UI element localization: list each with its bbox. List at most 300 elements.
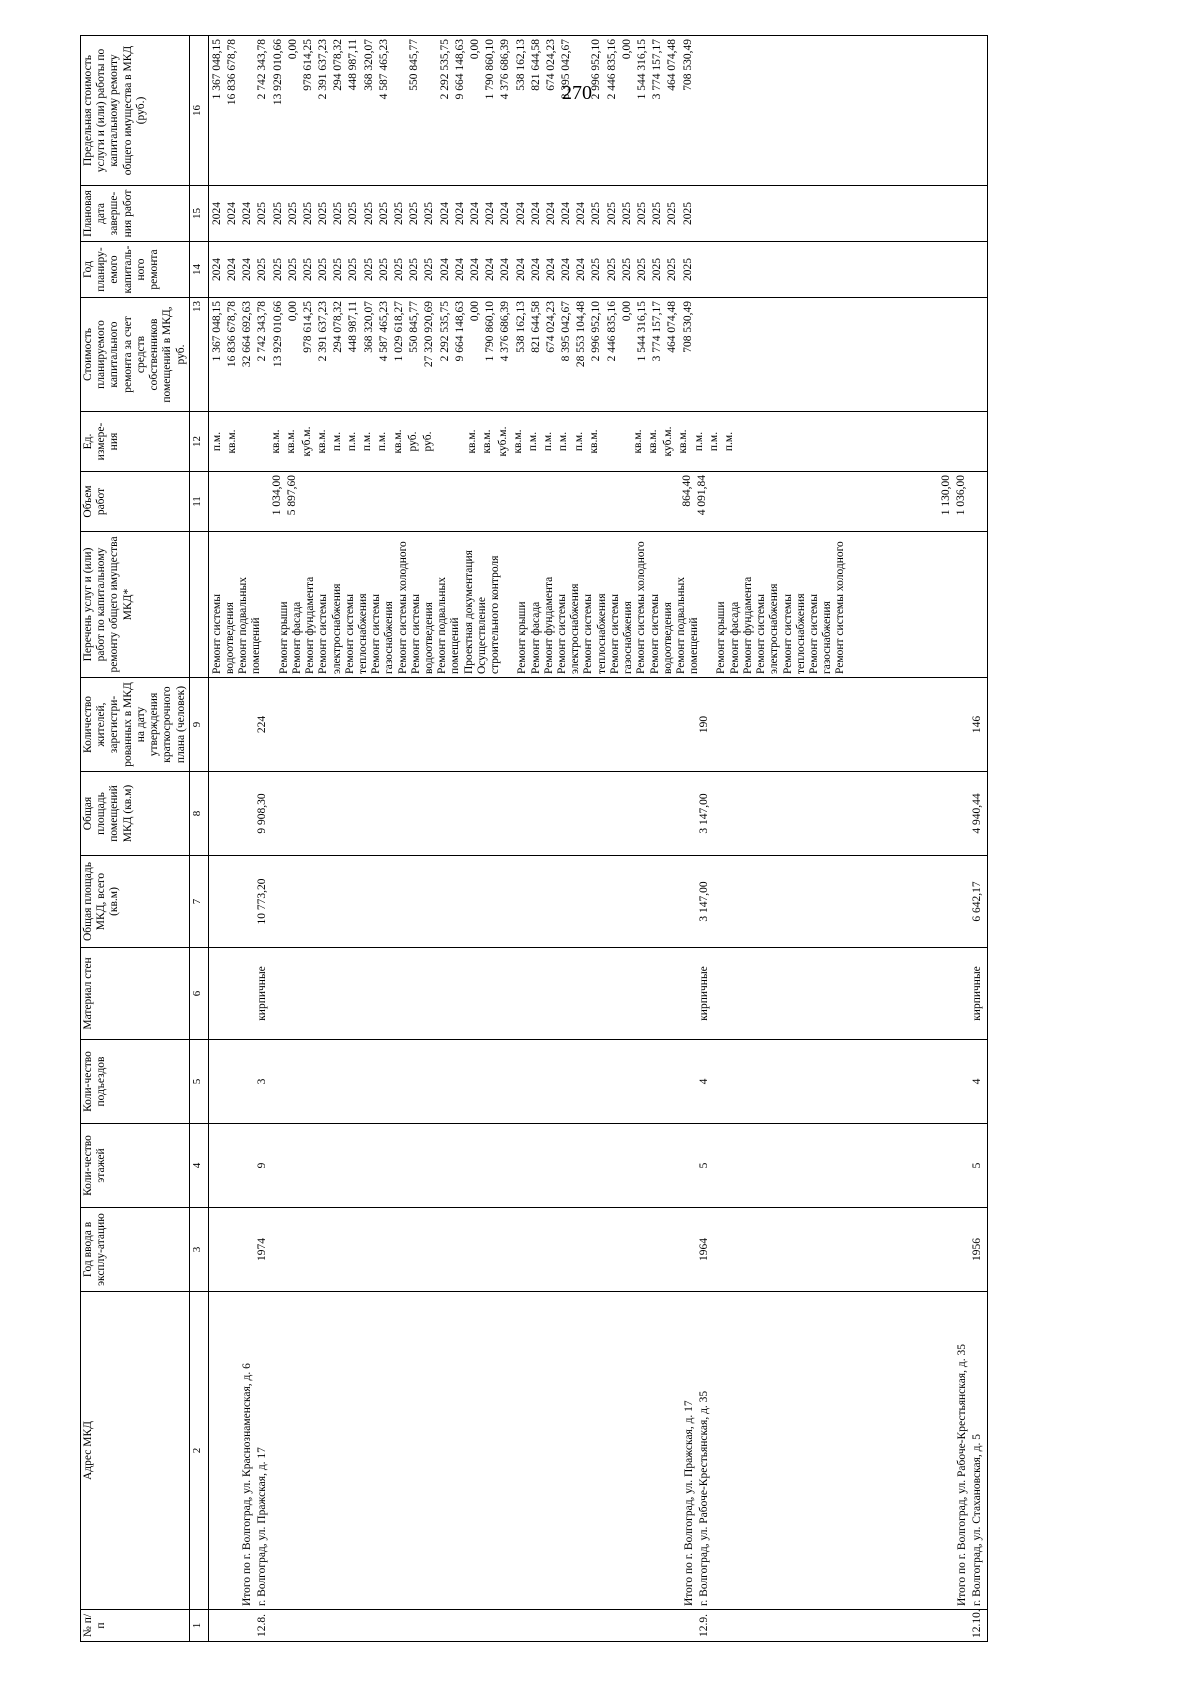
area-total-cell [208,856,988,948]
list-item: п.м. [361,431,374,452]
address: г. Волгоград, ул. Пражская, д. 17 [256,1447,269,1606]
column-number: 14 [189,242,208,298]
list-item: Ремонт подвальных помещений [237,577,263,674]
list-item: Ремонт крыши [277,601,290,674]
floors: 5 [697,1162,710,1169]
wall-material: кирпичные [256,966,269,1021]
costs-d [590,301,696,408]
list-item: 2025 [651,258,664,281]
list-item: 0,00 [468,301,481,322]
header-cell: Количество жителей, зарегистри-рованных в МКД на дату утверждения краткосрочного плана (человек) [81,678,190,772]
address-cell [208,1292,988,1610]
list-item: 550 845,77 [408,39,421,91]
row-number: 12.8. [256,1614,269,1637]
column-number: 13 [189,298,208,412]
list-item: куб.м. [496,426,509,457]
row-number: 12.9. [697,1614,710,1637]
list-item: 2024 [514,258,527,281]
list-item: 2025 [332,258,345,281]
list-item: 3 774 157,17 [651,301,664,362]
list-item: 2025 [636,202,648,225]
list-item: Ремонт системы холодного [834,541,847,674]
list-item: Ремонт системы газоснабжения [807,594,834,674]
list-item: Ремонт подвальных помещений [674,577,701,674]
costs-c [439,301,576,408]
list-item: 2025 [271,202,284,225]
list-item: 2024 [499,258,512,281]
list-item: Ремонт системы теплоснабжения [343,593,369,674]
cost-cell [208,298,988,412]
list-item: 2025 [636,258,648,281]
list-item: Ремонт фундамента [542,576,555,674]
list-item: 2024 [484,202,497,225]
list-item: 294 078,32 [332,39,345,91]
header-cell: Общая площадь МКД, всего (кв.м) [81,856,190,948]
list-item: Ремонт фасада [728,601,741,674]
list-item: Ремонт системы водоотведения [210,594,236,674]
list-item: 2025 [666,202,679,225]
list-item: 464 074,48 [666,39,679,91]
list-item: 2025 [590,258,603,281]
works-cell [208,532,988,678]
total-year: 2024 [575,258,588,281]
column-number-row [189,36,208,1642]
volume-cell [208,472,988,532]
area-total: 3 147,00 [697,881,710,922]
residents-cell [208,678,988,772]
list-item: 2024 [529,258,542,281]
list-item: 3 774 157,17 [651,39,664,100]
list-item: 2025 [347,202,360,225]
works-list-d [715,535,847,674]
list-item: 2024 [438,258,451,281]
list-item: Ремонт фасада [529,601,542,674]
list-item: 4 376 686,39 [499,301,512,362]
list-item: 16 836 678,78 [225,39,238,106]
list-item: п.м. [376,431,389,452]
list-item: куб.м. [300,426,313,457]
total-label: Итого по г. Волгоград, ул. Рабоче-Крестьянская, д. 35 [955,1344,968,1606]
list-item: п.м. [723,431,735,452]
column-number [189,532,208,678]
list-item: 1 036,00 [954,475,967,516]
works-list-b [278,535,503,674]
limits-c [439,39,576,182]
list-item: 16 836 678,78 [225,301,238,368]
list-item: 2025 [408,258,421,281]
years-a [211,245,241,294]
entrances: 3 [256,1078,269,1085]
list-item: 2024 [560,258,573,281]
list-item: 448 987,11 [347,39,360,91]
list-item: 464 074,48 [666,301,679,353]
list-item: 2 391 637,23 [317,301,330,362]
year-built: 1974 [256,1238,269,1261]
list-item: Ремонт крыши [715,601,728,674]
list-item: 2024 [544,258,557,281]
completion-date-cell [208,186,988,242]
total-cost: 27 320 920,69 [423,301,436,368]
list-item: 2024 [514,202,527,225]
list-item: п.м. [542,431,555,452]
wall-material: кирпичные [970,966,983,1021]
works-list-a [211,535,264,674]
list-item: 294 078,32 [332,301,345,353]
list-item: п.м. [526,431,539,452]
list-item: 2025 [317,202,330,225]
list-item: п.м. [346,431,359,452]
list-item: п.м. [210,431,223,452]
column-number: 1 [189,1610,208,1642]
column-number: 5 [189,1040,208,1124]
list-item: 2 391 637,23 [317,39,330,100]
list-item: 448 987,11 [347,301,360,353]
header-cell: Адрес МКД [81,1292,190,1610]
list-item: Ремонт подвальных помещений [436,577,462,674]
list-item: 2 446 835,16 [605,39,618,100]
header-row [81,36,190,1642]
list-item: 2025 [681,202,694,225]
list-item: руб. [422,431,434,452]
list-item: 2 996 952,10 [590,301,603,362]
list-item: 708 530,49 [681,301,694,353]
list-item: 2025 [681,258,694,281]
list-item: 13 929 010,66 [271,301,284,368]
dates-d [590,189,696,238]
list-item: 978 614,25 [301,301,314,353]
limits-d [590,39,696,182]
list-item: Ремонт системы холодного [635,541,648,674]
units-d [632,415,738,468]
list-item: 1 790 860,10 [484,39,497,100]
list-item: 2025 [256,202,269,225]
header-cell: Год ввода в эксплу-атацию [81,1208,190,1292]
wall-material: кирпичные [697,966,710,1021]
list-item: 2025 [605,258,618,281]
list-item: Ремонт системы газоснабжения [370,594,396,674]
address: г. Волгоград, ул. Рабоче-Крестьянская, д. 35 [697,1390,710,1606]
units-a [211,415,241,468]
list-item: Ремонт системы теплоснабжения [781,593,807,674]
list-item: 13 929 010,66 [271,39,284,106]
list-item: 0,00 [286,301,299,322]
list-item: 4 376 686,39 [499,39,512,100]
area-rooms: 3 147,00 [697,793,710,834]
header-cell: Коли-чество подъездов [81,1040,190,1124]
residents: 190 [697,715,710,734]
entrances-cell [208,1040,988,1124]
list-item: 2025 [286,258,299,281]
list-item: 2024 [529,202,542,225]
header-cell: Общая площадь помещений МКД (кв.м) [81,772,190,856]
area-rooms: 4 940,44 [970,793,983,834]
list-item: Ремонт крыши [516,601,529,674]
header-cell: Ед. измере-ния [81,412,190,472]
list-item: 2024 [484,258,497,281]
list-item: Ремонт фасада [290,601,303,674]
total-label: Итого по г. Волгоград, ул. Пражская, д. 17 [682,1400,695,1606]
volumes-c [681,475,711,528]
column-number: 9 [189,678,208,772]
list-item: 2025 [256,258,269,281]
list-item: 4 587 465,23 [377,301,390,362]
list-item: руб. [406,431,419,452]
list-item: 2025 [651,202,664,225]
list-item: 368 320,07 [362,301,375,353]
total-year: 2024 [241,258,254,281]
area-total: 6 642,17 [970,881,983,922]
list-item: 2025 [301,258,314,281]
list-item: Ремонт фундамента [304,576,317,674]
page-number: 270 [562,82,592,104]
units-c [466,415,603,468]
header-cell: Предельная стоимость услуги и (или) работы по капитальному ремонту общего имущества в МКД (руб.) [81,36,190,186]
list-item: 2024 [438,202,451,225]
years-b [256,245,423,294]
unit-cell [208,412,988,472]
list-item: 368 320,07 [362,39,375,91]
list-item: 821 644,58 [529,301,542,353]
total-year: 2025 [423,258,436,281]
list-item: Ремонт системы электроснабжения [755,583,781,674]
list-item: 2025 [286,202,299,225]
list-item: 0,00 [468,39,481,60]
list-item: 0,00 [620,39,633,60]
entrances: 4 [970,1078,983,1085]
list-item [393,39,408,182]
list-item: п.м. [707,431,720,452]
list-item: 1 790 860,10 [484,301,497,362]
column-number: 12 [189,412,208,472]
list-item: 1 034,00 [270,475,283,516]
total-label: Итого по г. Волгоград, ул. Краснознаменская, д. 6 [241,1363,254,1606]
header-cell: Коли-чество этажей [81,1124,190,1208]
total-date: 2025 [423,202,436,225]
table-body-row [208,36,988,1642]
list-item: 1 130,00 [939,475,952,516]
dates-b [256,189,423,238]
list-item: 1 367 048,15 [210,39,223,100]
floors-cell [208,1124,988,1208]
header-cell: Стоимость планируемого капитального ремонта за счет средств собственников помещений в МКД, руб. [81,298,190,412]
limits-a [211,39,241,182]
column-number: 7 [189,856,208,948]
list-item: 2025 [620,202,633,225]
list-item: 1 544 316,15 [636,301,648,362]
column-number: 16 [189,36,208,186]
list-item: Ремонт системы теплоснабжения [582,593,608,674]
list-item: Ремонт системы водоотведения [648,594,674,674]
list-item: кв.м. [270,429,283,454]
list-item: кв.м. [631,429,644,454]
column-number: 3 [189,1208,208,1292]
list-item: 9 664 148,63 [453,301,466,362]
list-item: п.м. [572,431,585,452]
list-item: Ремонт системы газоснабжения [608,594,635,674]
list-item: кв.м. [647,429,660,454]
header-cell: Перечень услуг и (или) работ по капитальному ремонту общего имущества МКД* [81,532,190,678]
list-item: 538 162,13 [514,39,527,91]
list-item: 8 395 042,67 [560,301,573,362]
area-total: 10 773,20 [256,878,269,925]
list-item: 2025 [362,258,375,281]
list-item: 8 395 042,67 [560,39,573,100]
list-item: 4 091,84 [696,475,709,516]
list-item: Ремонт системы электроснабжения [556,583,582,674]
list-item: 2 996 952,10 [590,39,603,100]
list-item: 2024 [453,258,466,281]
list-item: кв.м. [511,429,524,454]
list-item: 2025 [362,202,375,225]
total-cost: 32 664 692,63 [241,301,254,368]
dates-a [211,189,241,238]
year-built: 1964 [697,1238,710,1261]
list-item: 5 897,60 [285,475,298,516]
residents: 146 [970,715,983,734]
list-item: 2 292 535,75 [438,301,451,362]
year-built: 1956 [970,1238,983,1261]
list-item: 2 742 343,78 [256,301,269,362]
list-item: 2025 [301,202,314,225]
list-item: куб.м. [662,426,675,457]
list-item: 550 845,77 [408,301,421,353]
column-number: 4 [189,1124,208,1208]
list-item: кв.м. [677,429,690,454]
header-cell: Материал стен [81,948,190,1040]
floors: 5 [970,1162,983,1169]
dates-c [439,189,576,238]
list-item: 1 367 048,15 [210,301,223,362]
list-item: 538 162,13 [514,301,527,353]
floors: 9 [256,1162,269,1169]
list-item: 2024 [468,202,481,225]
volumes-b [271,475,301,528]
list-item: 2024 [468,258,481,281]
list-item: 2025 [271,258,284,281]
list-item: Ремонт системы электроснабжения [317,583,343,674]
list-item: 1 544 316,15 [636,39,648,100]
list-item: 1 029 618,27 [393,301,405,362]
list-item: 2025 [605,202,618,225]
years-c [439,245,576,294]
column-number: 11 [189,472,208,532]
list-item: кв.м. [285,429,298,454]
list-item: 821 644,58 [529,39,542,91]
column-number: 8 [189,772,208,856]
years-d [590,245,696,294]
list-item: 2024 [225,202,238,225]
list-item: 2024 [210,202,223,225]
list-item: 674 024,23 [544,301,557,353]
list-item: 2025 [393,258,405,281]
number-cell [208,1610,988,1642]
list-item: кв.м. [391,429,404,454]
list-item: 2024 [453,202,466,225]
column-number: 6 [189,948,208,1040]
list-item: 864,40 [681,475,694,507]
column-number: 2 [189,1292,208,1610]
list-item: 2024 [225,258,238,281]
area-rooms: 9 908,30 [256,793,269,834]
header-cell: № п/п [81,1610,190,1642]
total-date: 2024 [241,202,254,225]
total-date: 2024 [575,202,588,225]
row-number: 12.10. [970,1609,983,1638]
volumes-d [940,475,970,528]
list-item: 708 530,49 [681,39,694,91]
costs-b [256,301,423,408]
entrances: 4 [697,1078,710,1085]
list-item: 2025 [317,258,330,281]
header-cell: Год планиру-емого капиталь-ного ремонта [81,242,190,298]
list-item: 2025 [377,202,390,225]
list-item: Ремонт системы водоотведения [409,594,436,674]
list-item: п.м. [557,431,570,452]
list-item: 2024 [499,202,512,225]
units-b [270,415,437,468]
list-item: 978 614,25 [301,39,314,91]
list-item: 4 587 465,23 [377,39,390,100]
list-item: 674 024,23 [544,39,557,91]
list-item: Ремонт системы холодного [396,541,409,674]
wall-material-cell [208,948,988,1040]
limit-cost-cell [208,36,988,186]
list-item: 0,00 [286,39,299,60]
list-item: 2025 [347,258,360,281]
address: г. Волгоград, ул. Стахановская, д. 5 [971,1433,984,1606]
list-item: п.м. [330,431,343,452]
list-item: Ремонт фундамента [741,576,754,674]
list-item: кв.м. [481,429,494,454]
list-item: 2025 [377,258,390,281]
limits-b [256,39,423,182]
list-item: 2024 [210,258,223,281]
list-item: кв.м. [315,429,328,454]
list-item: п.м. [692,431,705,452]
year-built-cell [208,1208,988,1292]
list-item: Осуществление строительного контроля [475,555,502,674]
list-item: 2025 [393,202,405,225]
list-item: кв.м. [466,429,479,454]
header-cell: Объем работ [81,472,190,532]
list-item: кв.м. [587,429,600,454]
costs-a [211,301,241,408]
column-number: 15 [189,186,208,242]
list-item: 2025 [408,202,421,225]
list-item: 2025 [666,258,679,281]
residents: 224 [256,715,269,734]
list-item: 2 292 535,75 [438,39,451,100]
list-item: 0,00 [620,301,633,322]
repair-year-cell [208,242,988,298]
list-item: Проектная документация [462,550,475,674]
list-item: 2024 [544,202,557,225]
total-cost: 28 553 104,48 [575,301,588,368]
list-item: 2 742 343,78 [256,39,269,100]
header-cell: Плановая дата заверше-ния работ [81,186,190,242]
list-item: 9 664 148,63 [453,39,466,100]
capital-repair-table [80,35,988,1642]
list-item: 2025 [620,258,633,281]
list-item: 2024 [560,202,573,225]
rotated-table-wrapper [80,36,1118,1642]
list-item: кв.м. [225,429,238,454]
list-item: 2025 [332,202,345,225]
list-item: 2 446 835,16 [605,301,618,362]
area-rooms-cell [208,772,988,856]
list-item: 2025 [590,202,603,225]
works-list-c [516,535,701,674]
